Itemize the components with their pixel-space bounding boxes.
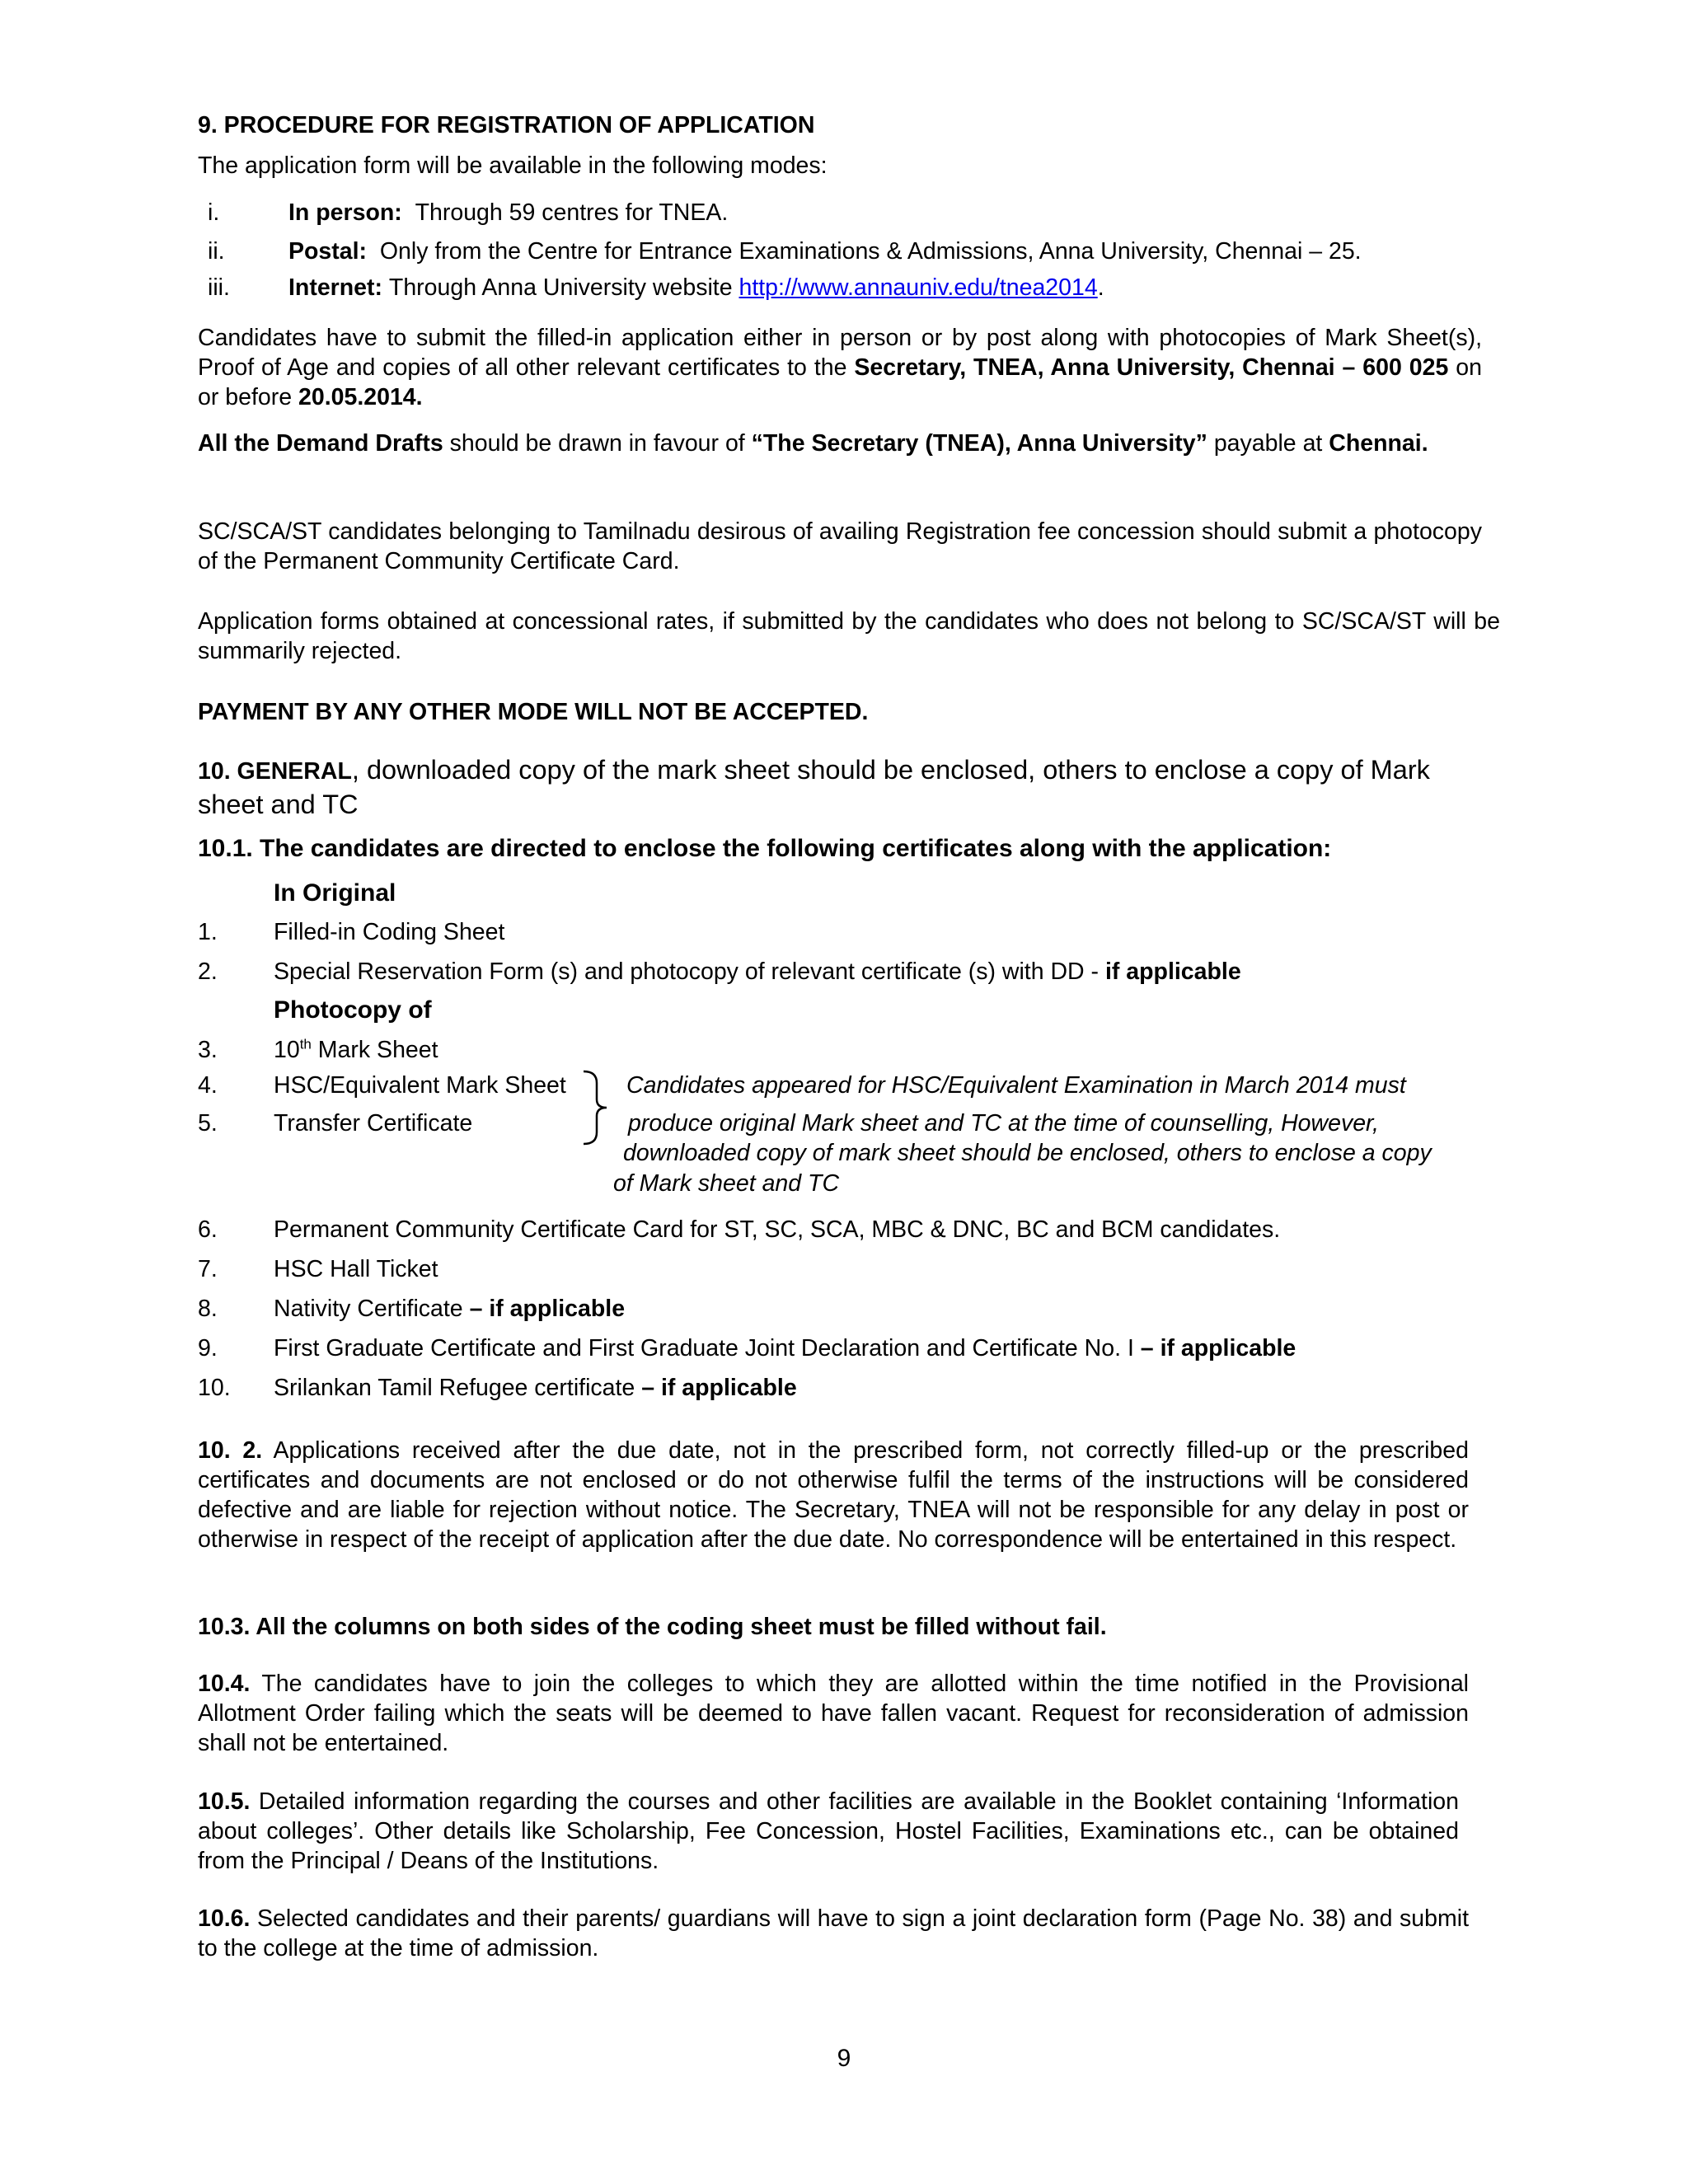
clause-number: 10.4. <box>198 1671 251 1697</box>
superscript: th <box>299 1036 312 1052</box>
list-number: 10. <box>198 1375 231 1401</box>
list-item: Permanent Community Certificate Card for ST, SC, SCA, MBC & DNC, BC and BCM candidates. <box>274 1216 1281 1243</box>
mode-number: ii. <box>208 238 225 265</box>
list-item <box>274 1373 797 1403</box>
list-number: 1. <box>198 919 218 945</box>
list-number: 4. <box>198 1072 218 1099</box>
list-item: HSC Hall Ticket <box>274 1256 438 1282</box>
section-10-3-paragraph: 10.3. All the columns on both sides of the coding sheet must be filled without fail. <box>198 1614 1107 1640</box>
list-number: 9. <box>198 1335 218 1361</box>
text-run: Nativity Certificate <box>274 1296 470 1322</box>
clause-number: 10.6. <box>198 1905 251 1932</box>
submission-paragraph <box>198 323 1482 412</box>
payee-name: “The Secretary (TNEA), Anna University” <box>751 430 1207 457</box>
mode-trailing: . <box>1097 274 1104 301</box>
mode-text: Through 59 centres for TNEA. <box>415 199 729 226</box>
payment-notice: PAYMENT BY ANY OTHER MODE WILL NOT BE ACCEPTED. <box>198 699 869 725</box>
list-number: 7. <box>198 1256 218 1282</box>
text-run: 10. GENERAL <box>198 758 352 785</box>
section-10-5-paragraph <box>198 1787 1459 1876</box>
demand-draft-paragraph <box>198 429 1482 458</box>
list-number: 5. <box>198 1110 218 1137</box>
note-line: Candidates appeared for HSC/Equivalent Examination in March 2014 must <box>626 1072 1406 1099</box>
due-date: 20.05.2014. <box>298 384 423 410</box>
list-number: 6. <box>198 1216 218 1243</box>
mode-number: i. <box>208 199 220 226</box>
text-run: First Graduate Certificate and First Graduate Joint Declaration and Certificate No. I <box>274 1335 1141 1361</box>
photocopy-subheading: Photocopy of <box>274 996 432 1024</box>
mode-label: Internet: <box>288 274 382 301</box>
text-run: The candidates have to join the colleges to which they are allotted within the time notified in the Provisional Allotment Order failing which the seats will be deemed to have fallen vacant. Request for reconsideration of admission shall not be entertained. <box>198 1671 1469 1756</box>
page-number: 9 <box>837 2045 851 2072</box>
text-run: Detailed information regarding the courses and other facilities are available in the Booklet containing ‘Information about colleges’. Other details like Scholarship, Fee Concession, Hostel Facilities, Examinations etc., can be obtained from the Principal / Deans of the Institutions. <box>198 1788 1459 1874</box>
list-number: 3. <box>198 1037 218 1063</box>
section-10-6-paragraph <box>198 1904 1469 1963</box>
clause-number: 10.5. <box>198 1788 251 1815</box>
mode-item <box>288 198 728 227</box>
brace-icon <box>577 1068 618 1147</box>
text-run: Chennai. <box>1329 430 1428 457</box>
list-number: 8. <box>198 1296 218 1322</box>
tnea-website-link[interactable]: http://www.annauniv.edu/tnea2014 <box>738 274 1098 301</box>
section-10-4-paragraph <box>198 1669 1469 1758</box>
section-9-heading: 9. PROCEDURE FOR REGISTRATION OF APPLICATION <box>198 112 815 138</box>
if-applicable: – if applicable <box>1140 1335 1296 1361</box>
list-item: HSC/Equivalent Mark Sheet <box>274 1072 566 1099</box>
text-run: should be drawn in favour of <box>443 430 752 457</box>
note-line: of Mark sheet and TC <box>613 1170 840 1197</box>
list-number: 2. <box>198 958 218 985</box>
if-applicable: – if applicable <box>641 1375 797 1401</box>
concession-paragraph: SC/SCA/ST candidates belonging to Tamilnadu desirous of availing Registration fee concession should submit a photocopy of the Permanent Community Certificate Card. <box>198 518 1482 574</box>
mode-text: Only from the Centre for Entrance Examinations & Admissions, Anna University, Chennai – 25. <box>379 238 1362 265</box>
if-applicable: if applicable <box>1104 958 1241 985</box>
note-line: produce original Mark sheet and TC at the time of counselling, However, <box>628 1110 1379 1137</box>
list-item <box>274 1035 438 1065</box>
text-run: Selected candidates and their parents/ guardians will have to sign a joint declaration form (Page No. 38) and submit to the college at the time of admission. <box>198 1905 1469 1961</box>
mode-item <box>288 237 1362 266</box>
text-run: Mark Sheet <box>311 1037 438 1063</box>
text-run: on or before <box>198 354 1482 410</box>
clause-number: 10. 2. <box>198 1437 263 1464</box>
note-line: downloaded copy of mark sheet should be enclosed, others to enclose a copy <box>623 1140 1432 1166</box>
mode-label: In person: <box>288 199 402 226</box>
list-item <box>274 1294 625 1324</box>
list-item <box>274 1333 1296 1363</box>
in-original-subheading: In Original <box>274 879 396 907</box>
text-run: , downloaded copy of the mark sheet should be enclosed, others to enclose a copy of Mark sheet and TC <box>198 755 1430 819</box>
text-run: All the Demand Drafts <box>198 430 443 457</box>
text-run: Special Reservation Form (s) and photocopy of relevant certificate (s) with DD - <box>274 958 1105 985</box>
mode-item <box>288 273 1104 302</box>
text-run: Srilankan Tamil Refugee certificate <box>274 1375 642 1401</box>
rejection-paragraph: Application forms obtained at concessional rates, if submitted by the candidates who does not belong to SC/SCA/ST will be summarily rejected. <box>198 608 1500 664</box>
text-run: Applications received after the due date, not in the prescribed form, not correctly filled-up or the prescribed certificates and documents are not enclosed or do not otherwise fulfil the terms of the instructions will be considered defective and are liable for rejection without notice. The Secretary, TNEA will not be responsible for any delay in post or otherwise in respect of the receipt of application after the due date. No correspondence will be entertained in this respect. <box>198 1437 1469 1553</box>
section-10-heading <box>198 753 1467 821</box>
text-run: Candidates have to submit the filled-in application either in person or by post along with photocopies of Mark Sheet(s), Proof of Age and copies of all other relevant certificates to the <box>198 325 1482 381</box>
section-10-2-paragraph <box>198 1436 1469 1554</box>
section-10-1-heading: 10.1. The candidates are directed to enclose the following certificates along with the application: <box>198 835 1332 862</box>
mode-number: iii. <box>208 274 230 301</box>
list-item <box>274 957 1241 987</box>
mode-label: Postal: <box>288 238 368 265</box>
list-item: Transfer Certificate <box>274 1110 473 1137</box>
address-bold: Secretary, TNEA, Anna University, Chennai – 600 025 <box>854 354 1449 381</box>
text-run: 10 <box>274 1037 300 1063</box>
mode-text: Through Anna University website <box>388 274 733 301</box>
text-run: payable at <box>1207 430 1329 457</box>
list-item: Filled-in Coding Sheet <box>274 919 505 945</box>
if-applicable: – if applicable <box>469 1296 626 1322</box>
modes-intro: The application form will be available in the following modes: <box>198 152 828 179</box>
